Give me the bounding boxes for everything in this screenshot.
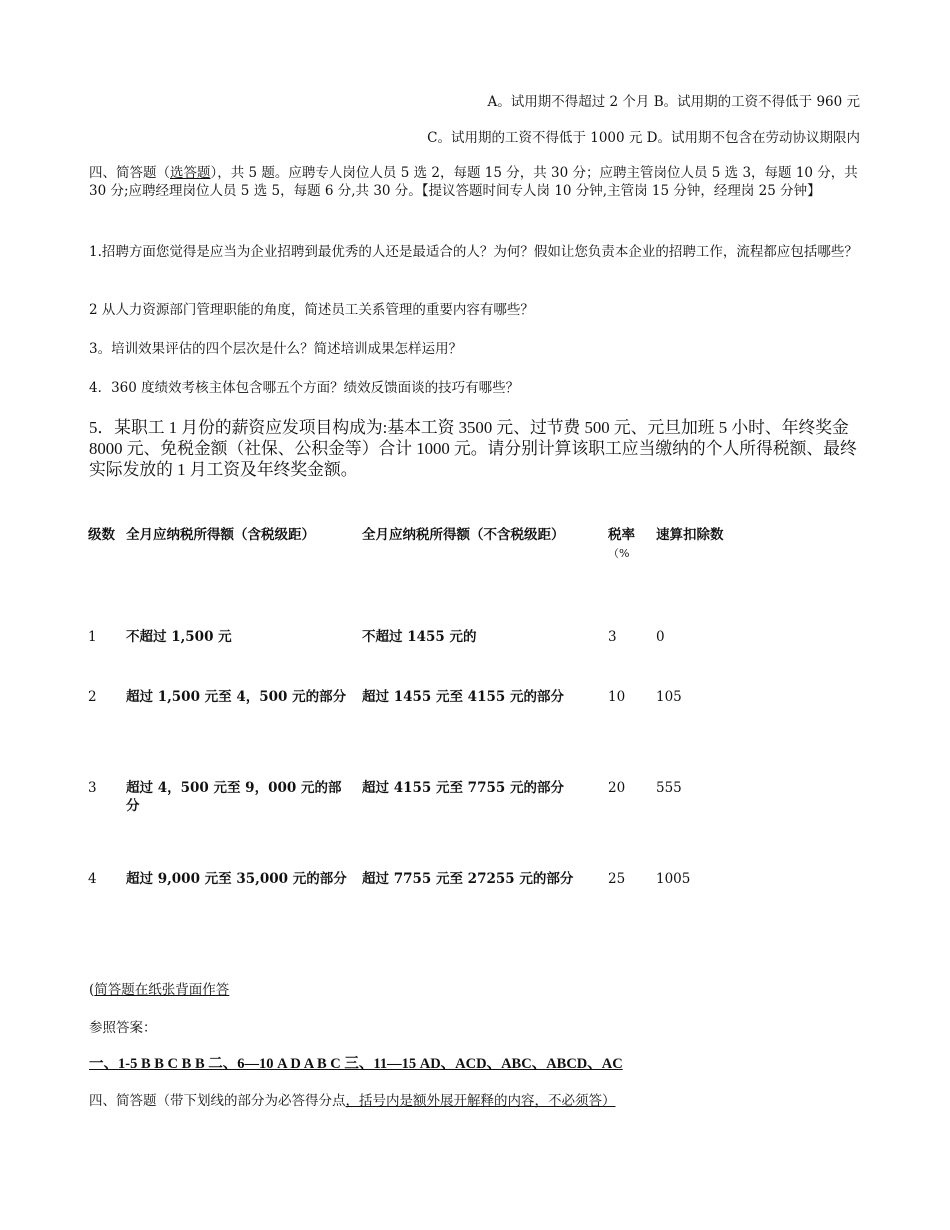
cell-level: 2 xyxy=(88,689,97,705)
cell-level: 3 xyxy=(88,780,97,796)
answer-sheet-note xyxy=(89,978,229,998)
section4-answer-underlined: ，括号内是额外展开解释的内容，不必须答） xyxy=(345,1093,616,1109)
table-row xyxy=(84,779,780,870)
option-line-cd: C。试用期的工资不得低于 1000 元 D。试用期不包含在劳动协议期限内 xyxy=(427,130,860,146)
cell-with-tax: 不超过 1,500 元 xyxy=(126,629,232,645)
cell-level: 4 xyxy=(88,871,97,887)
cell-rate: 20 xyxy=(608,780,626,796)
cell-level: 1 xyxy=(88,629,97,645)
cell-without-tax: 超过 1455 元至 4155 元的部分 xyxy=(362,689,564,705)
answer-key-line: 一、1-5 B B C B B 二、6—10 A D A B C 三、11—15 AD、ACD、ABC、ABCD、AC xyxy=(89,1056,623,1072)
cell-with-tax: 超过 4，500 元至 9，000 元的部分 xyxy=(126,780,342,814)
table-row xyxy=(84,688,780,779)
note-prefix: ( xyxy=(89,982,95,998)
question-1: 1.招聘方面您觉得是应当为企业招聘到最优秀的人还是最适合的人？为何？假如让您负责本企业的招聘工作，流程都应包括哪些？ xyxy=(89,244,858,260)
table-row xyxy=(84,616,780,688)
note-underlined: 简答题在纸张背面作答 xyxy=(94,982,230,998)
section4-intro xyxy=(89,164,864,200)
section4-answer-prefix: 四、简答题（ xyxy=(89,1093,170,1109)
reference-answer-label: 参照答案： xyxy=(89,1020,157,1036)
section4-intro-underlined: 选答题 xyxy=(170,165,211,181)
header-with-tax: 全月应纳税所得额（含税级距） xyxy=(126,527,315,543)
question-5: 5．某职工 1 月份的薪资应发项目构成为:基本工资 3500 元、过节费 500 元、元旦加班 5 小时、年终奖金 8000 元、免税金额（社保、公积金等）合计 1000 元。请分别计算该职工应当缴纳的个人所得税额、最终实际发放的 1 月工资及年终奖金额。 xyxy=(89,418,857,479)
cell-rate: 25 xyxy=(608,871,626,887)
cell-with-tax: 超过 1,500 元至 4，500 元的部分 xyxy=(126,689,347,705)
option-line-ab: A。试用期不得超过 2 个月 B。试用期的工资不得低于 960 元 xyxy=(487,94,860,110)
section4-intro-rest: ），共 5 题。应聘专人岗位人员 5 选 2，每题 15 分，共 30 分；应聘主管岗位人员 5 选 3，每题 10 分，共 30 分;应聘经理岗位人员 5 选 5，每题 6 分,共 30 分。【提议答题时间专人岗 10 分钟,主管岗 15 分钟，经理岗 25 分钟】 xyxy=(89,165,858,199)
cell-deduction: 105 xyxy=(656,689,682,705)
cell-rate: 3 xyxy=(608,629,617,645)
cell-with-tax: 超过 9,000 元至 35,000 元的部分 xyxy=(126,871,347,887)
question-4: 4．360 度绩效考核主体包含哪五个方面？绩效反馈面谈的技巧有哪些？ xyxy=(89,380,520,396)
header-rate xyxy=(604,526,652,616)
cell-rate: 10 xyxy=(608,689,626,705)
question-3: 3。培训效果评估的四个层次是什么？简述培训成果怎样运用？ xyxy=(89,341,463,357)
tax-rate-table xyxy=(84,526,780,930)
question-2: 2 从人力资源部门管理职能的角度，简述员工关系管理的重要内容有哪些？ xyxy=(89,302,534,318)
header-level: 级数 xyxy=(88,527,115,543)
cell-without-tax: 不超过 1455 元的 xyxy=(362,629,477,645)
header-deduction: 速算扣除数 xyxy=(656,527,724,543)
cell-deduction: 555 xyxy=(656,780,682,796)
header-rate-unit: （% xyxy=(608,547,630,560)
section4-answer-intro xyxy=(89,1089,616,1109)
section4-answer-mid: 带下划线的部分为必答得分点 xyxy=(170,1093,346,1109)
cell-without-tax: 超过 7755 元至 27255 元的部分 xyxy=(362,871,574,887)
table-row xyxy=(84,870,780,930)
cell-without-tax: 超过 4155 元至 7755 元的部分 xyxy=(362,780,564,796)
section4-intro-prefix: 四、简答题（ xyxy=(89,165,170,181)
header-rate-label: 税率 xyxy=(608,527,635,543)
cell-deduction: 1005 xyxy=(656,871,691,887)
cell-deduction: 0 xyxy=(656,629,665,645)
header-without-tax: 全月应纳税所得额（不含税级距） xyxy=(362,527,565,543)
table-header-row xyxy=(84,526,780,616)
